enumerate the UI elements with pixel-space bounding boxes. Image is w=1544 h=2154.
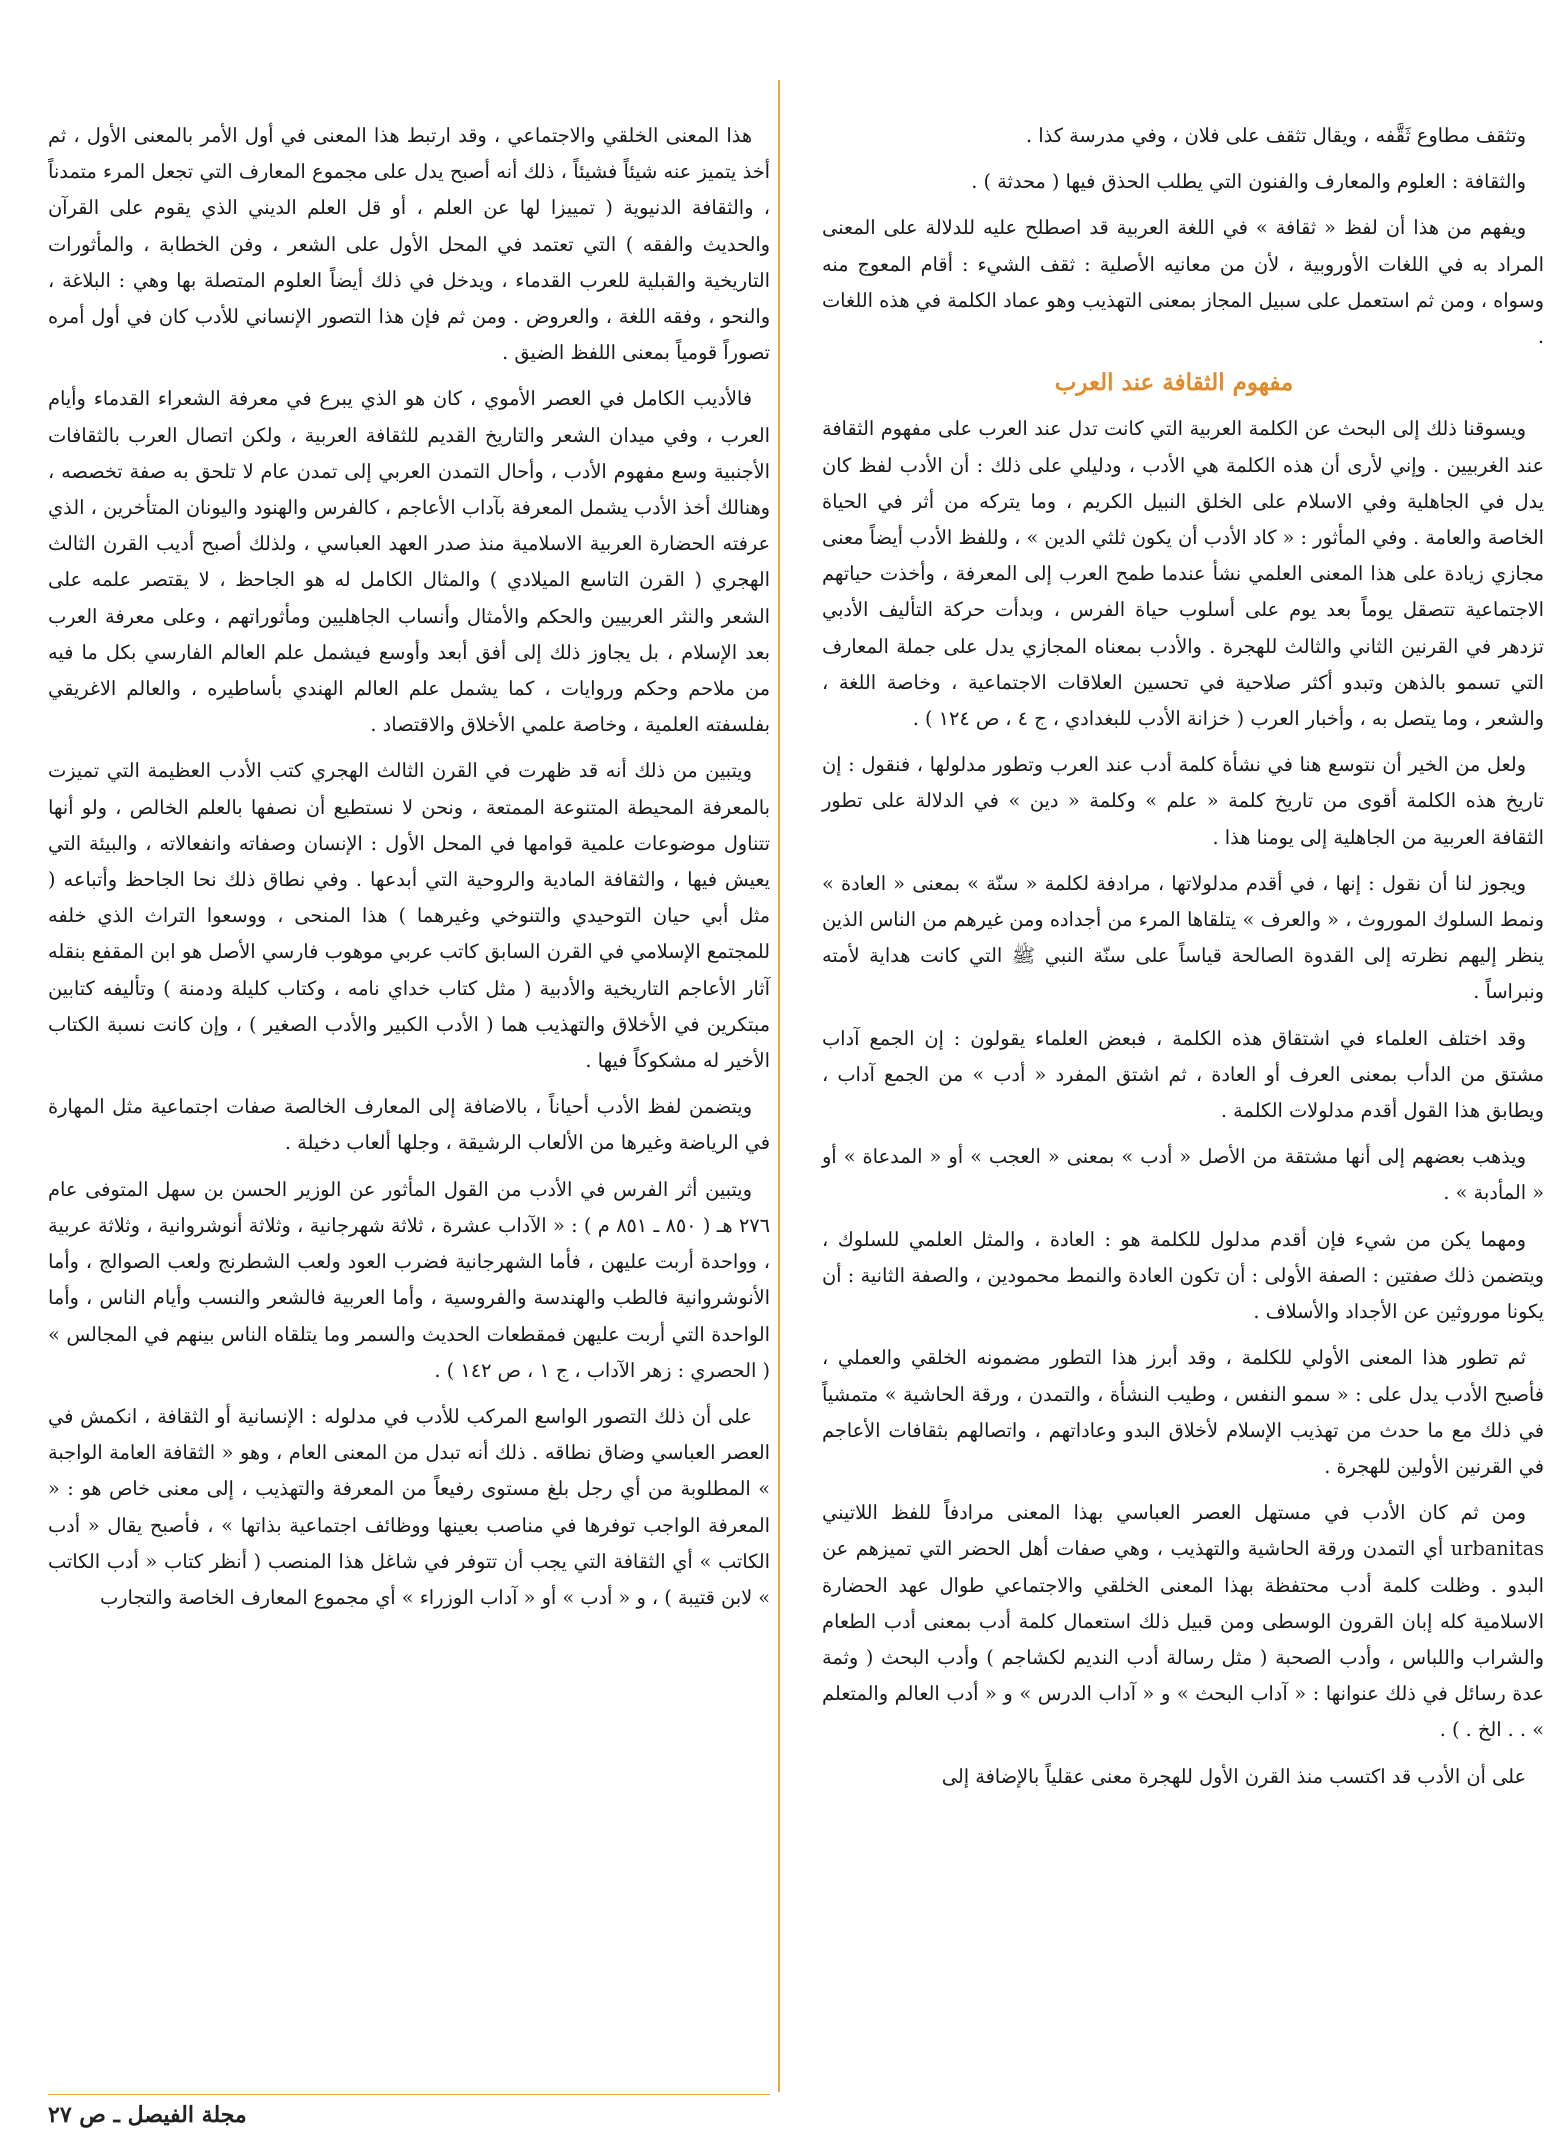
paragraph: والثقافة : العلوم والمعارف والفنون التي يطلب الحذق فيها ( محدثة ) .: [971, 170, 1526, 194]
paragraph: ومن ثم كان الأدب في مستهل العصر العباسي بهذا المعنى مرادفاً للفظ اللاتيني urbanitas أي التمدن ورقة الحاشية والتهذيب ، وهي صفات أهل الحضر التي تميزهم عن البدو . وظلت كلمة أدب محتفظة بهذا المعنى الخلقي والاجتماعي طوال عهد الحضارة الاسلامية كله إبان القرون الوسطى ومن قبيل ذلك استعمال كلمة أدب بمعنى أدب الطعام والشراب واللباس ، وأدب الصحبة ( مثل رسالة أدب النديم لكشاجم ) وأدب البحث ( وثمة عدة رسائل في ذلك عنوانها : « آداب البحث » و « آداب الدرس » و « أدب العالم والمتعلم » . . الخ . ) .: [822, 1501, 1544, 1742]
paragraph: هذا المعنى الخلقي والاجتماعي ، وقد ارتبط هذا المعنى في أول الأمر بالمعنى الأول ، ثم أخذ يتميز عنه شيئاً فشيئاً ، ذلك أنه أصبح يدل على مجموع المعارف التي تجعل المرء متمدناً ، والثقافة الدنيوية ( تمييزا لها عن العلم ، أو قل العلم الديني الذي يقوم على القرآن والحديث والفقه ) التي تعتمد في المحل الأول على الشعر ، وفن الخطابة ، والمأثورات التاريخية والقبلية للعرب القدماء ، ويدخل في ذلك أيضاً العلوم المتصلة بها وهي : البلاغة ، والنحو ، وفقه اللغة ، والعروض . ومن ثم فإن هذا التصور الإنساني للأدب كان في أول أمره تصوراً قومياً بمعنى اللفظ الضيق .: [48, 124, 770, 365]
paragraph: ومهما يكن من شيء فإن أقدم مدلول للكلمة هو : العادة ، والمثل العلمي للسلوك ، ويتضمن ذلك صفتين : الصفة الأولى : أن تكون العادة والنمط محمودين ، والصفة الثانية : أن يكونا موروثين عن الأجداد والأسلاف .: [822, 1227, 1544, 1324]
paragraph: ويتضمن لفظ الأدب أحياناً ، بالاضافة إلى المعارف الخالصة صفات اجتماعية مثل المهارة في الرياضة وغيرها من الألعاب الرشيقة ، وجلها ألعاب دخيلة .: [48, 1095, 770, 1155]
paragraph: ويسوقنا ذلك إلى البحث عن الكلمة العربية التي كانت تدل عند العرب على مفهوم الثقافة عند الغربيين . وإني لأرى أن هذه الكلمة هي الأدب ، ودليلي على ذلك : أن الأدب لفظ كان يدل في الجاهلية وفي الاسلام على الخلق النبيل الكريم ، وما يتركه من أثر في الحياة الخاصة والعامة . وفي المأثور : « كاد الأدب أن يكون ثلثي الدين » ، وللفظ الأدب أيضاً معنى مجازي زيادة على هذا المعنى العلمي نشأ عندما طمح العرب إلى المعرفة ، وأخذت حياتهم الاجتماعية تتصقل يوماً بعد يوم على أسلوب حياة الفرس ، وبدأت حركة التأليف الأدبي تزدهر في القرنين الثاني والثالث للهجرة . والأدب بمعناه المجازي يدل على جملة المعارف التي تسمو بالذهن وتبدو أكثر صلاحية في تحسين العلاقات الاجتماعية ، وخاصة اللغة ، والشعر ، وما يتصل به ، وأخبار العرب ( خزانة الأدب للبغدادي ، ج ٤ ، ص ١٢٤ ) .: [822, 417, 1544, 731]
paragraph: على أن ذلك التصور الواسع المركب للأدب في مدلوله : الإنسانية أو الثقافة ، انكمش في العصر العباسي وضاق نطاقه . ذلك أنه تبدل من المعنى العام ، وهو « الثقافة العامة الواجبة » المطلوبة من أي رجل بلغ مستوى رفيعاً من المعرفة والتهذيب ، إلى معنى خاص هو : « المعرفة الواجب توفرها في مناصب بعينها ووظائف اجتماعية بذاتها » ، فأصبح يقال « أدب الكاتب » أي الثقافة التي يجب أن تتوفر في شاغل هذا المنصب ( أنظر كتاب « أدب الكاتب » لابن قتيبة ) ، و « أدب » أو « آداب الوزراء » أي مجموع المعارف الخاصة والتجارب: [48, 1404, 770, 1609]
page-footer: مجلة الفيصل ـ ص ٢٧: [48, 2102, 247, 2128]
paragraph: وقد اختلف العلماء في اشتقاق هذه الكلمة ، فبعض العلماء يقولون : إن الجمع آداب مشتق من الدأب بمعنى العرف أو العادة ، ثم اشتق المفرد « أدب » من الجمع آداب ، ويطابق هذا القول أقدم مدلولات الكلمة .: [822, 1026, 1544, 1123]
paragraph: على أن الأدب قد اكتسب منذ القرن الأول للهجرة معنى عقلياً بالإضافة إلى: [941, 1764, 1526, 1788]
paragraph: ويتبين أثر الفرس في الأدب من القول المأثور عن الوزير الحسن بن سهل المتوفى عام ٢٧٦ هـ ( ٨٥٠ ـ ٨٥١ م ) : « الآداب عشرة ، ثلاثة شهرجانية ، وثلاثة أنوشروانية ، وثلاثة عربية ، وواحدة أربت عليهن ، فأما الشهرجانية فضرب العود ولعب الشطرنج ولعب الصوالج ، وأما الأنوشروانية فالطب والهندسة والفروسية ، وأما العربية فالشعر والنسب وأيام الناس ، وأما الواحدة التي أربت عليهن فمقطعات الحديث والسمر وما يتلقاه الناس بينهم في المجالس » ( الحصري : زهر الآداب ، ج ١ ، ص ١٤٢ ) .: [48, 1177, 770, 1382]
right-column: [822, 118, 1544, 1805]
footer-rule: [48, 2094, 770, 2095]
column-divider: [778, 80, 780, 2092]
left-column: [48, 118, 770, 1626]
paragraph: ثم تطور هذا المعنى الأولي للكلمة ، وقد أبرز هذا التطور مضمونه الخلقي والعملي ، فأصبح الأدب يدل على : « سمو النفس ، وطيب النشأة ، والتمدن ، ورقة الحاشية » متمشياً في ذلك مع ما حدث من تهذيب الإسلام لأخلاق البدو وعاداتهم ، واتصالهم بثقافات الأعاجم في القرنين الأولين للهجرة .: [822, 1346, 1544, 1478]
paragraph: ويذهب بعضهم إلى أنها مشتقة من الأصل « أدب » بمعنى « العجب » أو « المدعاة » أو « المأدبة » .: [822, 1145, 1544, 1205]
paragraph: ويجوز لنا أن نقول : إنها ، في أقدم مدلولاتها ، مرادفة لكلمة « سنّة » بمعنى « العادة » ونمط السلوك الموروث ، « والعرف » يتلقاها المرء من أجداده ومن غيرهم من الناس الذين ينظر إليهم نظرته إلى القدوة الصالحة قياساً على سنّة النبي ﷺ التي كانت هداية لأمته ونبراساً .: [822, 871, 1544, 1004]
paragraph: ويتبين من ذلك أنه قد ظهرت في القرن الثالث الهجري كتب الأدب العظيمة التي تميزت بالمعرفة المحيطة المتنوعة الممتعة ، ونحن لا نستطيع أن نصفها بالعلم الخالص ، ولو أنها تتناول موضوعات علمية قوامها في المحل الأول : الإنسان وصفاته وانفعالاته ، والبيئة التي يعيش فيها ، والثقافة المادية والروحية التي أبدعها . وفي نطاق ذلك نحا الجاحظ وأتباعه ( مثل أبي حيان التوحيدي والتنوخي وغيرهما ) هذا المنحى ، ووسعوا التراث الذي خلفه للمجتمع الإسلامي في القرن السابق كاتب عربي موهوب فارسي الأصل هو ابن المقفع بنقله آثار الأعاجم التاريخية والأدبية ( مثل كتاب خداي نامه ، وكتاب كليلة ودمنة ) وتأليفه كتابين مبتكرين في الأخلاق والتهذيب هما ( الأدب الكبير والأدب الصغير ) ، وإن كانت نسبة الكتاب الأخير له مشكوكاً فيها .: [48, 759, 770, 1073]
paragraph: ويفهم من هذا أن لفظ « ثقافة » في اللغة العربية قد اصطلح عليه للدلالة على المعنى المراد به في اللغات الأوروبية ، لأن من معانيه الأصلية : ثقف الشيء : أقام المعوج منه وسواه ، ومن ثم استعمل على سبيل المجاز بمعنى التهذيب وهو عماد الكلمة في هذه اللغات .: [822, 216, 1544, 349]
paragraph: ولعل من الخير أن نتوسع هنا في نشأة كلمة أدب عند العرب وتطور مدلولها ، فنقول : إن تاريخ هذه الكلمة أقوى من تاريخ كلمة « علم » وكلمة « دين » في الدلالة على تطور الثقافة العربية من الجاهلية إلى يومنا هذا .: [822, 753, 1544, 849]
paragraph: وتثقف مطاوع ثَقَّفه ، ويقال تثقف على فلان ، وفي مدرسة كذا .: [1026, 124, 1526, 147]
paragraph: فالأديب الكامل في العصر الأموي ، كان هو الذي يبرع في معرفة الشعراء القدماء وأيام العرب ، وفي ميدان الشعر والتاريخ القديم للثقافة العربية ، ولكن اتصال العرب بالثقافات الأجنبية وسع مفهوم الأدب ، وأحال التمدن العربي إلى تمدن عام لا تلحق به صفة تخصصه ، وهنالك أخذ الأدب يشمل المعرفة بآداب الأعاجم ، كالفرس والهنود واليونان المتأخرين ، الذي عرفته الحضارة العربية الاسلامية منذ صدر العهد العباسي ، ولذلك أصبح أديب القرن الثالث الهجري ( القرن التاسع الميلادي ) والمثال الكامل له هو الجاحظ ، لا يقتصر علمه على الشعر والنثر العربيين والحكم والأمثال وأنساب الجاهليين ومأثوراتهم ، وعلى معرفة العرب بعد الإسلام ، بل يجاوز ذلك إلى أفق أبعد وأوسع فيشمل علم العالم الفارسي بكل ما فيه من ملاحم وحكم وروايات ، كما يشمل علم العالم الهندي بأساطيره ، والعالم الاغريقي بفلسفته العلمية ، وخاصة علمي الأخلاق والاقتصاد .: [48, 387, 770, 737]
section-title: مفهوم الثقافة عند العرب: [1054, 369, 1294, 397]
